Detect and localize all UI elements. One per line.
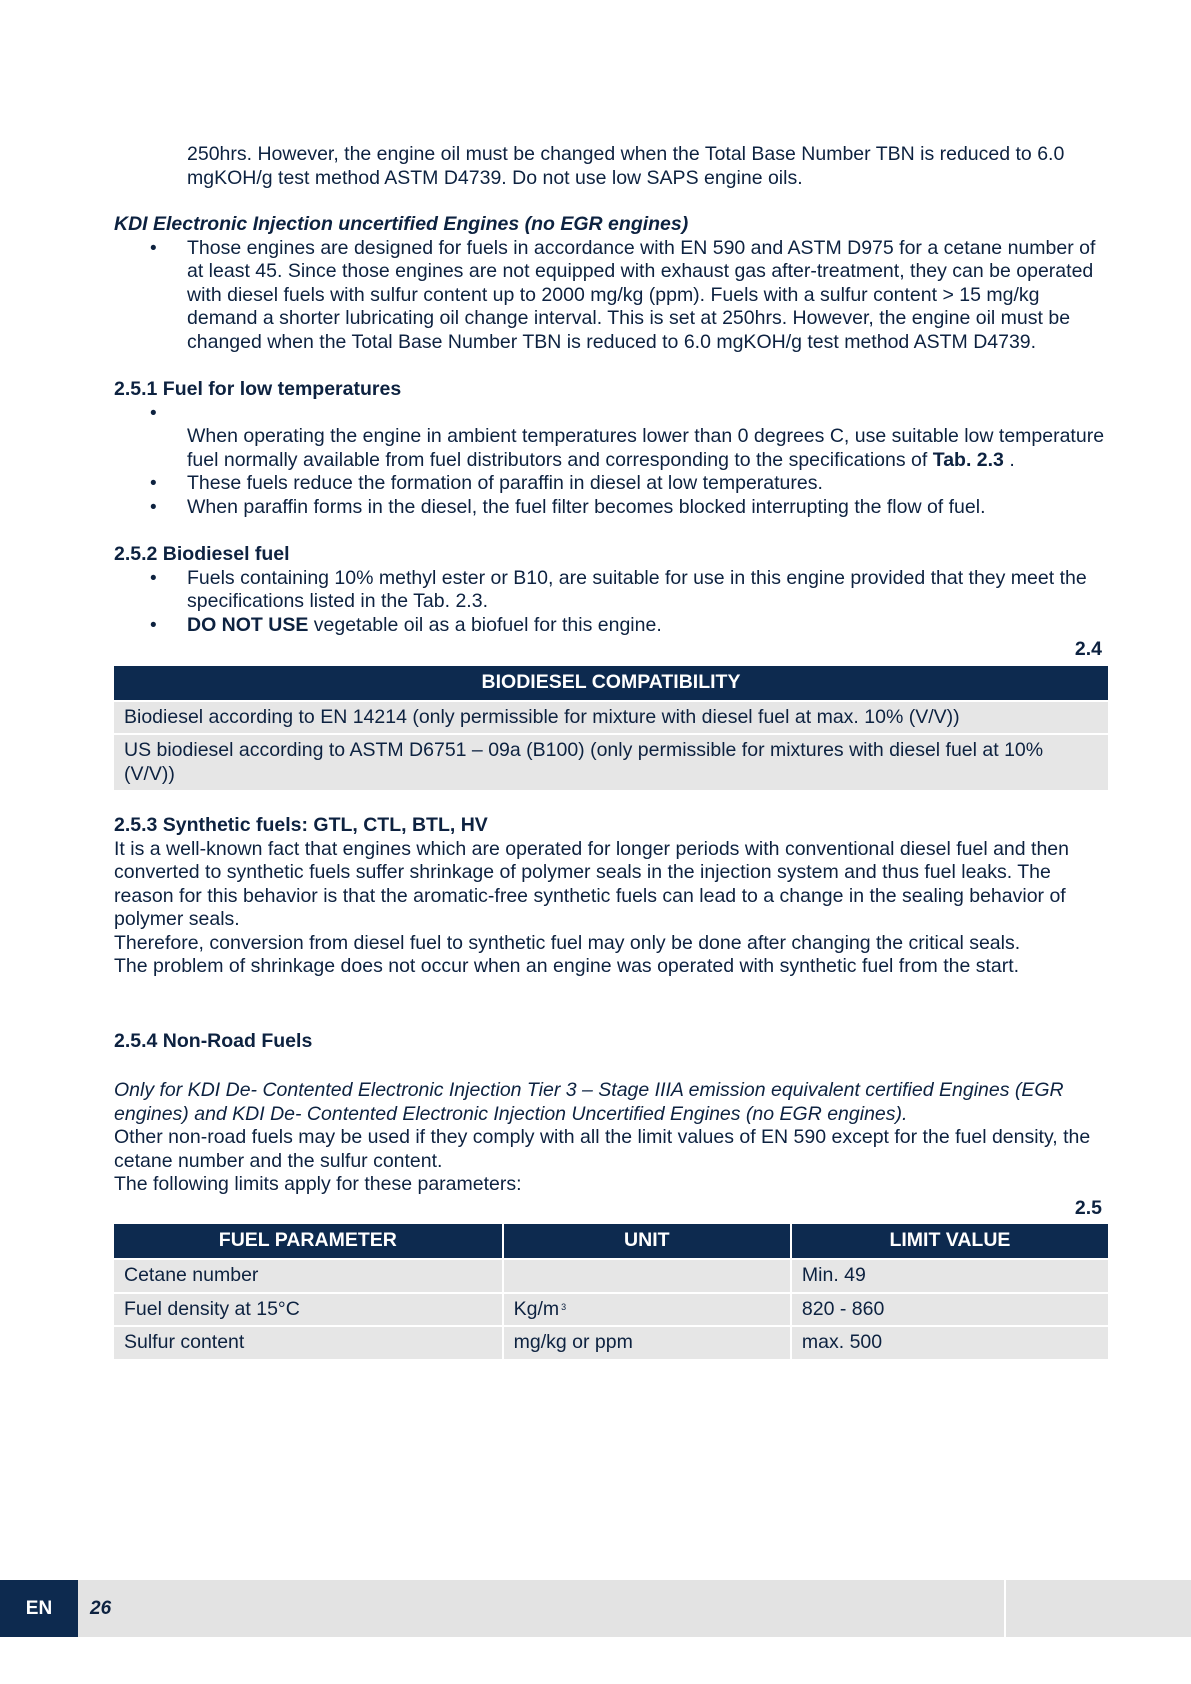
- tab-ref: Tab. 2.3: [932, 448, 1004, 471]
- table-row: [114, 735, 1108, 790]
- header-unit: UNIT: [502, 1224, 790, 1258]
- cell-unit: [502, 1260, 790, 1292]
- table-row: [114, 702, 1108, 734]
- do-not-use-rest: vegetable oil as a biofuel for this engine.: [308, 613, 662, 636]
- list-item: • These fuels reduce the formation of paraffin in diesel at low temperatures.: [114, 472, 1108, 496]
- synthetic-para-1: It is a well-known fact that engines which are operated for longer periods with conventional diesel fuel and then converted to synthetic fuels suffer shrinkage of polymer seals in the injection system and thus fuel leaks. The reason for this behavior is that the aromatic-free synthetic fuels can lead to a change in the sealing behavior of polymer seals.: [114, 837, 1069, 930]
- header-fuel-parameter: FUEL PARAMETER: [114, 1224, 502, 1258]
- cell-unit: mg/kg or ppm: [502, 1327, 790, 1359]
- table-row: [114, 1260, 1108, 1292]
- list-item: [114, 614, 1108, 638]
- section-252-list: [114, 567, 1108, 638]
- list-item: • When paraffin forms in the diesel, the fuel filter becomes blocked interrupting the flow of fuel.: [114, 496, 1108, 520]
- list-item: • Those engines are designed for fuels in accordance with EN 590 and ASTM D975 for a cetane number of at least 45. Since those engines are not equipped with exhaust gas after-treatment, they can be operated with diesel fuels with sulfur content up to 2000 mg/kg (ppm). Fuels with a sulfur content > 15 mg/kg demand a shorter lubricating oil change interval. This is set at 250hrs. However, the engine oil must be changed when the Total Base Number TBN is reduced to 6.0 mgKOH/g test method ASTM D4739.: [114, 237, 1108, 355]
- table-2-4-number: 2.4: [1074, 638, 1102, 660]
- section-254-heading: 2.5.4 Non-Road Fuels: [114, 1029, 313, 1052]
- non-road-italic-note: Only for KDI De- Contented Electronic Injection Tier 3 – Stage IIIA emission equivalent certified Engines (EGR engines) and KDI De- Contented Electronic Injection Uncertified Engines (no EGR engines).: [114, 1079, 1064, 1125]
- biodiesel-compatibility-table: [114, 664, 1108, 793]
- table-cell: Biodiesel according to EN 14214 (only permissible for mixture with diesel fuel at max. 10% (V/V)): [114, 702, 1108, 734]
- table-row: [114, 1294, 1108, 1326]
- section-251-heading: 2.5.1 Fuel for low temperatures: [114, 378, 402, 400]
- table-2-5-number: 2.5: [1074, 1196, 1102, 1219]
- cell-param: Cetane number: [114, 1260, 502, 1292]
- section-253-heading: 2.5.3 Synthetic fuels: GTL, CTL, BTL, HV: [114, 814, 488, 836]
- list-item: • Fuels containing 10% methyl ester or B10, are suitable for use in this engine provided that they meet the specifications listed in the Tab. 2.3.: [114, 567, 1108, 614]
- section-251-list: [114, 402, 1108, 520]
- non-road-para-1: Other non-road fuels may be used if they comply with all the limit values of EN 590 except for the fuel density, the cetane number and the sulfur content.: [114, 1126, 1091, 1172]
- page-number: 26: [90, 1598, 112, 1619]
- cell-limit: max. 500: [790, 1327, 1108, 1359]
- cell-param: Sulfur content: [114, 1327, 502, 1359]
- table-header: BIODIESEL COMPATIBILITY: [114, 666, 1108, 700]
- cell-limit: Min. 49: [790, 1260, 1108, 1292]
- header-limit-value: LIMIT VALUE: [790, 1224, 1108, 1258]
- low-temp-end: .: [1009, 448, 1015, 471]
- unit-text: Kg/m: [513, 1297, 560, 1320]
- page-footer: [0, 1580, 1191, 1637]
- fuel-parameter-table: [114, 1222, 1108, 1361]
- section-252-heading: 2.5.2 Biodiesel fuel: [114, 543, 290, 565]
- non-road-para-2: The following limits apply for these parameters:: [114, 1173, 522, 1195]
- low-temp-text: When operating the engine in ambient temperatures lower than 0 degrees C, use suitable low temperature fuel normally available from fuel distributors and corresponding to the specifications of: [187, 425, 1105, 471]
- synthetic-para-2: Therefore, conversion from diesel fuel to synthetic fuel may only be done after changing the critical seals.: [114, 931, 1021, 954]
- language-badge: EN: [0, 1580, 78, 1637]
- cell-limit: 820 - 860: [790, 1294, 1108, 1326]
- unit-superscript: 3: [561, 1301, 567, 1312]
- cell-unit: [502, 1294, 790, 1326]
- footer-divider: [1004, 1580, 1006, 1637]
- kdi-uncertified-heading: KDI Electronic Injection uncertified Engines (no EGR engines): [114, 213, 689, 235]
- intro-continuation: 250hrs. However, the engine oil must be changed when the Total Base Number TBN is reduced to 6.0 mgKOH/g test method ASTM D4739. Do not use low SAPS engine oils.: [187, 143, 1065, 189]
- do-not-use-label: DO NOT USE: [187, 613, 309, 636]
- list-item: [114, 402, 1108, 473]
- synthetic-para-3: The problem of shrinkage does not occur when an engine was operated with synthetic fuel from the start.: [114, 955, 1020, 977]
- document-body: [114, 143, 1108, 1361]
- cell-param: Fuel density at 15°C: [114, 1294, 502, 1326]
- table-row: [114, 1327, 1108, 1359]
- table-cell: US biodiesel according to ASTM D6751 – 09a (B100) (only permissible for mixtures with diesel fuel at 10% (V/V)): [114, 735, 1108, 790]
- kdi-uncertified-list: [114, 237, 1108, 355]
